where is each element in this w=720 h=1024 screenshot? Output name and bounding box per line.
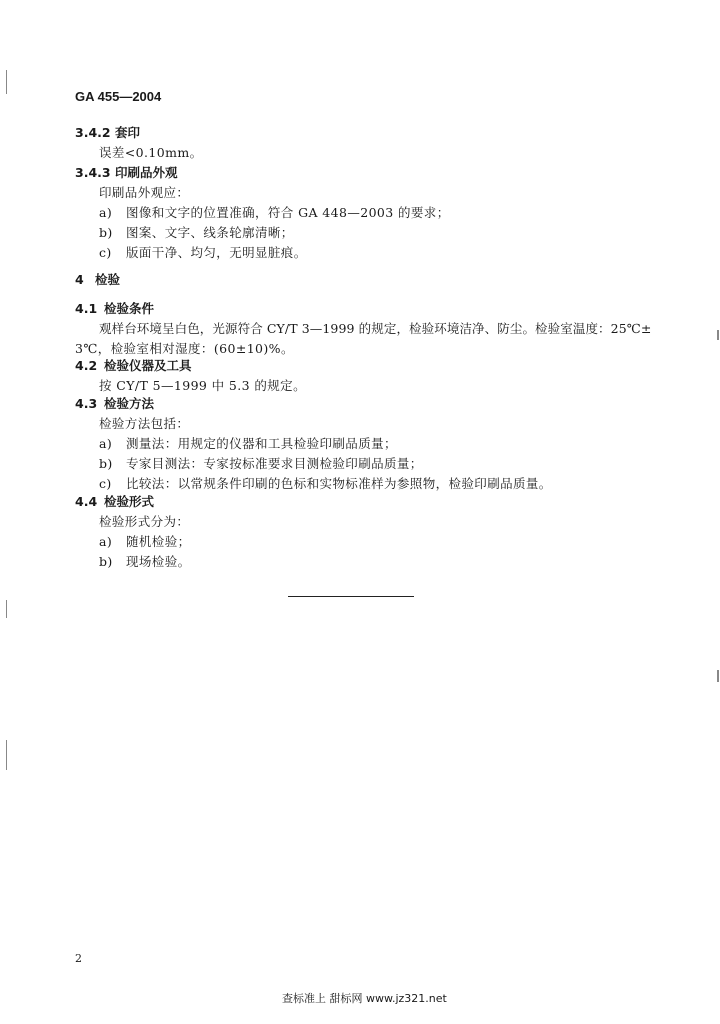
page-number: 2 [75,952,83,965]
section-title: 检验方法 [104,396,155,411]
scan-edge-mark [6,600,7,618]
section-title: 检验形式 [104,494,155,509]
section-title: 套印 [115,125,141,140]
section-text: 按 CY/T 5—1999 中 5.3 的规定。 [99,378,306,393]
footer-watermark: 查标准上 甜标网 www.jz321.net [282,992,447,1005]
list-item-label: a) [99,436,113,451]
list-item-label: b) [99,225,113,240]
list-item-text: 图案、文字、线条轮廓清晰； [126,225,294,240]
list-item-text: 随机检验； [126,534,191,549]
list-item-label: b) [99,554,113,569]
scan-edge-mark [717,330,719,340]
list-item [99,552,191,570]
list-item-text: 现场检验。 [126,554,191,569]
section-number: 4.4 [75,494,98,509]
scan-edge-mark [6,70,7,94]
section-heading-3-4-3 [75,163,178,181]
paragraph-line: 3℃，检验室相对湿度：(60±10)%。 [75,341,294,356]
list-item-text: 比较法：以常规条件印刷的色标和实物标准样为参照物，检验印刷品质量。 [126,476,552,491]
list-item [99,243,307,261]
section-title: 检验 [95,272,121,287]
section-title: 检验条件 [104,301,155,316]
list-item [99,532,191,550]
list-item-label: a) [99,534,113,549]
list-item [99,223,294,241]
paragraph-line: 观样台环境呈白色，光源符合 CY/T 3—1999 的规定，检验环境洁净、防尘。检验室温度：25℃± [99,321,652,336]
section-title: 检验仪器及工具 [104,358,192,373]
section-heading-4-1 [75,299,154,317]
scan-edge-mark [6,740,7,770]
section-heading-4-4 [75,492,154,510]
section-intro: 印刷品外观应： [99,185,190,200]
section-heading-4-3 [75,394,154,412]
list-item [99,434,397,452]
chapter-heading-4 [75,270,120,288]
section-number: 3.4.3 [75,165,111,180]
list-item-text: 测量法：用规定的仪器和工具检验印刷品质量； [126,436,397,451]
list-item [99,474,552,492]
section-number: 3.4.2 [75,125,111,140]
section-intro: 检验形式分为： [99,514,190,529]
list-item-text: 图像和文字的位置准确，符合 GA 448—2003 的要求； [126,205,450,220]
section-heading-4-2 [75,356,192,374]
list-item-text: 版面干净、均匀，无明显脏痕。 [126,245,307,260]
section-heading-3-4-2 [75,123,140,141]
list-item-label: c) [99,476,112,491]
end-of-text-rule [288,596,414,597]
section-title: 印刷品外观 [115,165,178,180]
section-number: 4.1 [75,301,98,316]
list-item [99,454,423,472]
list-item-label: c) [99,245,112,260]
section-intro: 检验方法包括： [99,416,190,431]
list-item-label: a) [99,205,113,220]
section-text: 误差<0.10mm。 [99,145,203,160]
section-number: 4.3 [75,396,98,411]
list-item-label: b) [99,456,113,471]
document-id: GA 455—2004 [75,89,162,104]
list-item-text: 专家目测法：专家按标准要求目测检验印刷品质量； [126,456,423,471]
section-number: 4.2 [75,358,98,373]
scan-edge-mark [717,670,719,682]
list-item [99,203,450,221]
section-number: 4 [75,272,84,287]
